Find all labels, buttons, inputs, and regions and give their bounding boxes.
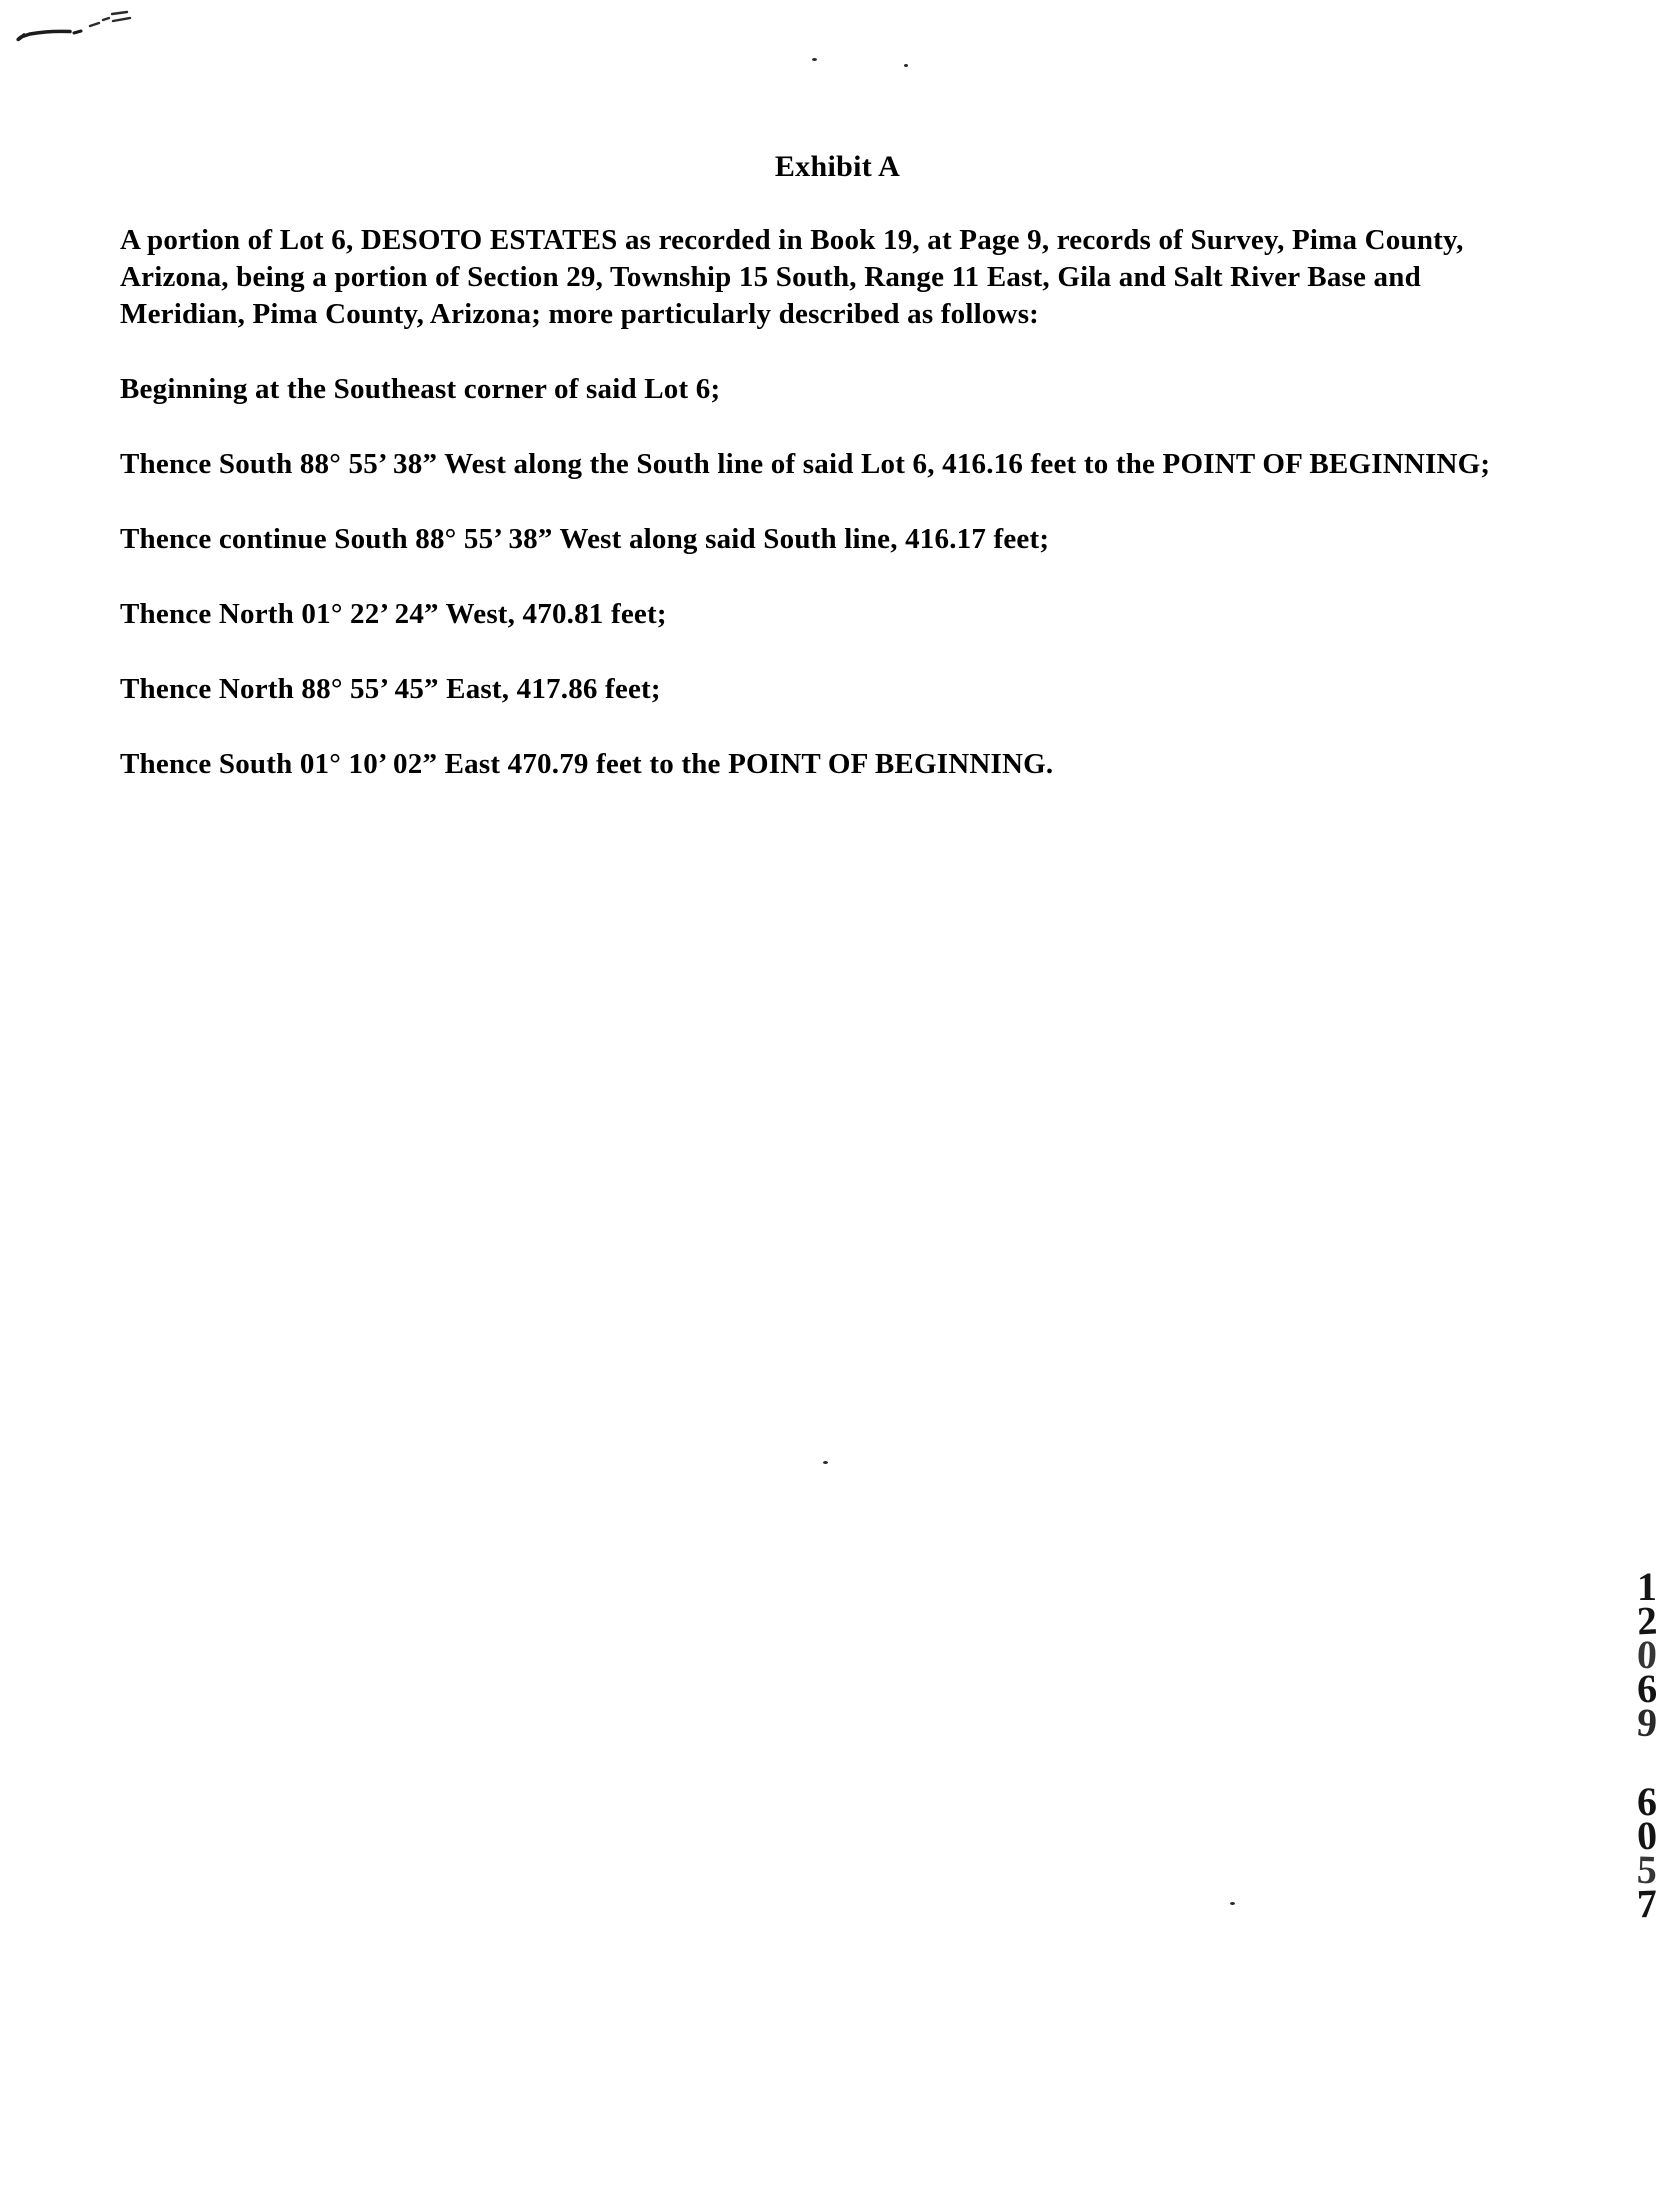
exhibit-title: Exhibit A — [774, 150, 901, 183]
stamp-number-top — [1626, 1564, 1668, 1746]
scan-speck — [823, 1461, 828, 1464]
intro-line: Meridian, Pima County, Arizona; more particularly described as follows: — [120, 298, 1040, 330]
legal-description — [120, 222, 1590, 783]
stamp-digit: 6 — [1636, 1665, 1658, 1712]
stamp-digit: 1 — [1637, 1564, 1657, 1609]
clause-thence-2: Thence continue South 88° 55’ 38” West along said South line, 416.17 feet; — [120, 523, 1050, 555]
stamp-digit: 0 — [1635, 1812, 1659, 1859]
intro-line: Arizona, being a portion of Section 29, Township 15 South, Range 11 East, Gila and Salt River Base and — [120, 261, 1421, 293]
stamp-digit: 9 — [1635, 1699, 1659, 1746]
scan-speck — [1230, 1902, 1235, 1905]
scan-speck — [904, 64, 908, 67]
stamp-digit: 6 — [1637, 1779, 1657, 1824]
stamp-digit: 7 — [1636, 1880, 1658, 1927]
stamp-digit: 0 — [1636, 1631, 1658, 1678]
scan-speck — [812, 58, 817, 61]
clause-beginning: Beginning at the Southeast corner of said Lot 6; — [120, 373, 721, 405]
intro-paragraph — [120, 222, 1590, 333]
stamp-number-bottom — [1626, 1779, 1668, 1927]
intro-line: A portion of Lot 6, DESOTO ESTATES as recorded in Book 19, at Page 9, records of Survey, Pima County, — [120, 224, 1464, 256]
clause-thence-3: Thence North 01° 22’ 24” West, 470.81 feet; — [120, 598, 667, 630]
scan-artifact-marks — [10, 4, 150, 48]
margin-stamp-numbers — [1626, 1564, 1668, 1927]
stamp-digit: 2 — [1635, 1597, 1659, 1644]
clause-thence-4: Thence North 88° 55’ 45” East, 417.86 feet; — [120, 673, 661, 705]
clause-thence-1: Thence South 88° 55’ 38” West along the South line of said Lot 6, 416.16 feet to the POINT OF BEGINNING; — [120, 448, 1491, 480]
clause-thence-5: Thence South 01° 10’ 02” East 470.79 feet to the POINT OF BEGINNING. — [120, 748, 1054, 780]
stamp-digit: 5 — [1636, 1846, 1658, 1893]
